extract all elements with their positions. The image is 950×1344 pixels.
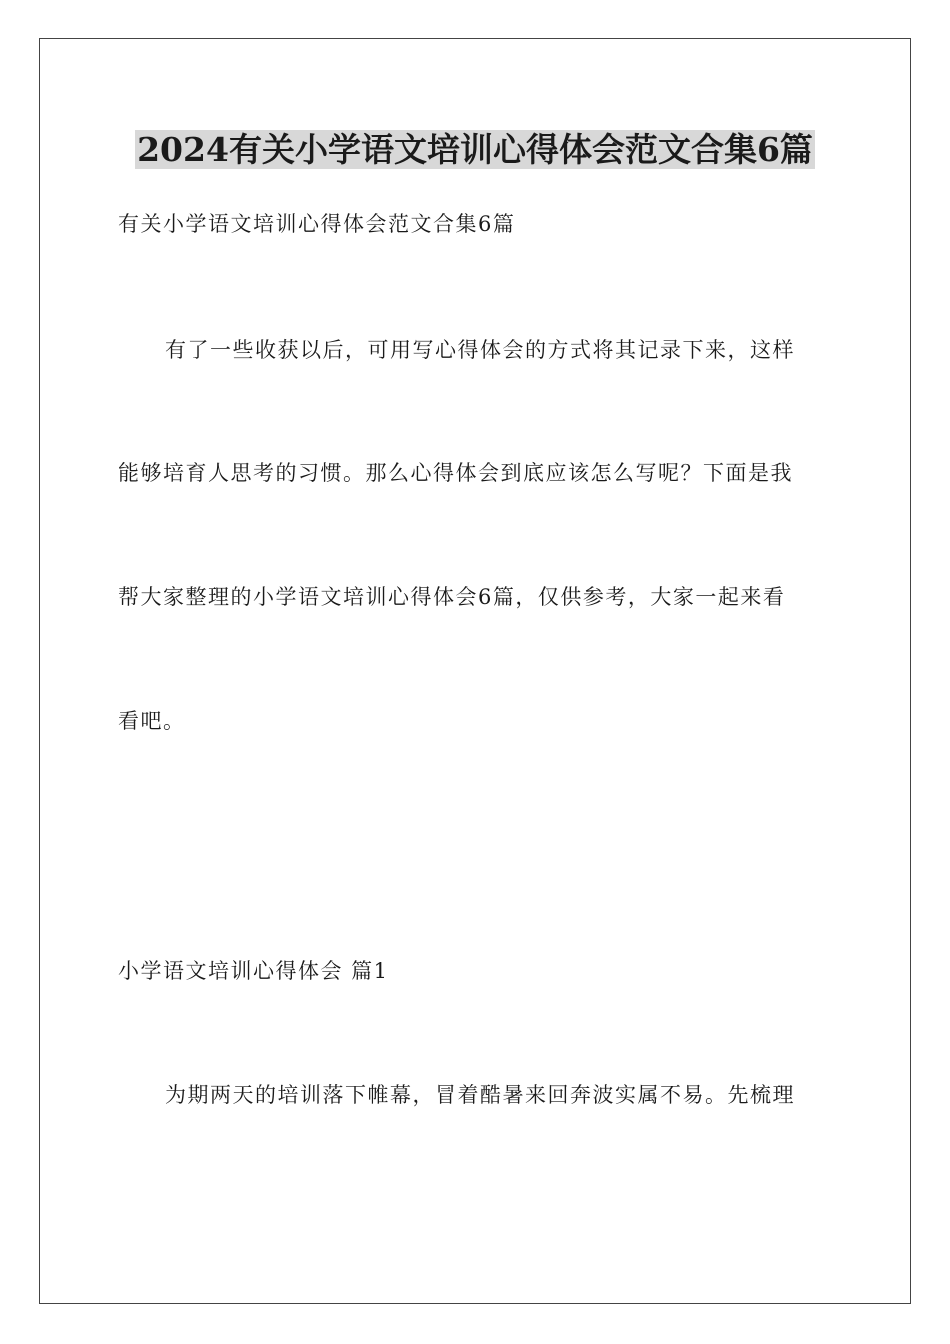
document-title bbox=[0, 128, 950, 172]
section-line-1: 为期两天的培训落下帷幕，冒着酷暑来回奔波实属不易。先梳理 bbox=[165, 1083, 795, 1107]
document-subtitle: 有关小学语文培训心得体会范文合集6篇 bbox=[118, 212, 516, 236]
section-heading: 小学语文培训心得体会 篇1 bbox=[118, 959, 389, 983]
intro-line-1: 有了一些收获以后，可用写心得体会的方式将其记录下来，这样 bbox=[165, 338, 795, 362]
intro-line-4: 看吧。 bbox=[118, 709, 186, 733]
document-title-text: 2024有关小学语文培训心得体会范文合集6篇 bbox=[137, 130, 813, 169]
intro-line-3: 帮大家整理的小学语文培训心得体会6篇，仅供参考，大家一起来看 bbox=[118, 585, 786, 609]
intro-line-2: 能够培育人思考的习惯。那么心得体会到底应该怎么写呢？下面是我 bbox=[118, 461, 793, 485]
